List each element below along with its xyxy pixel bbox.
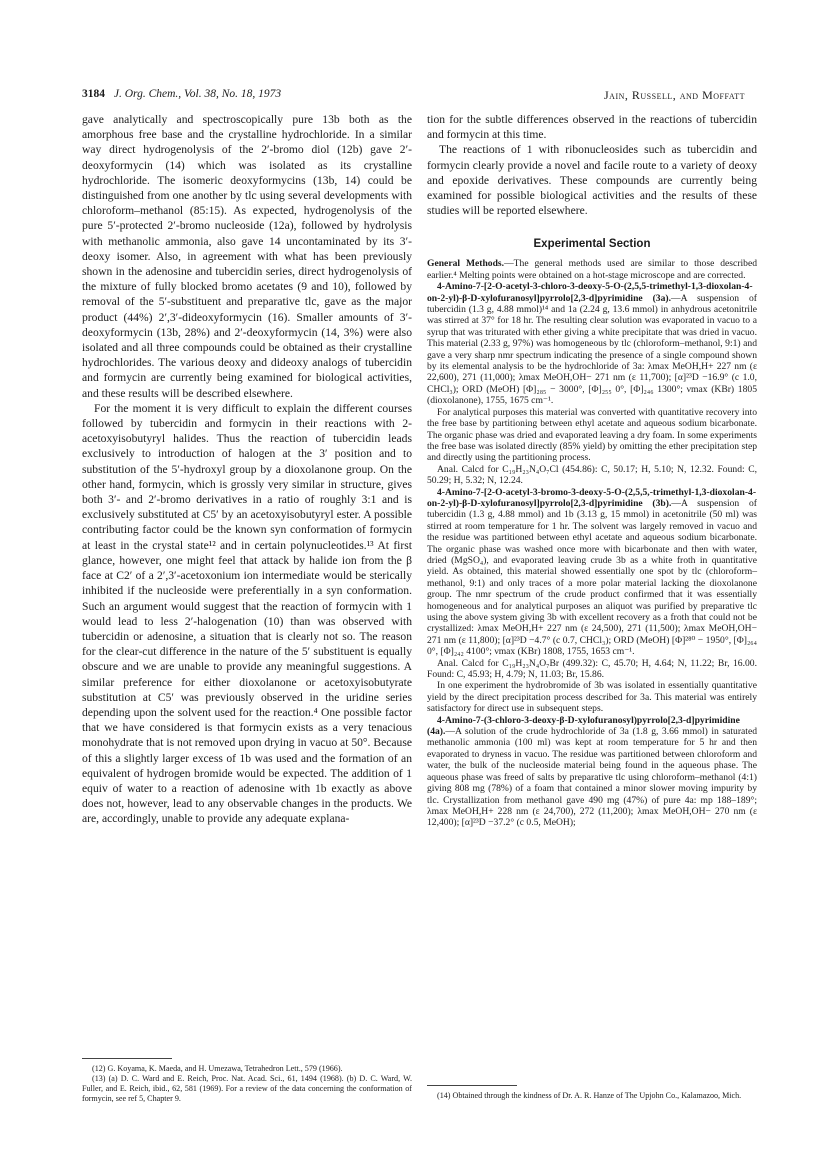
experimental-paragraph — [427, 407, 757, 464]
procedure-text: In one experiment the hydrobromide of 3b was isolated in essentially quantitative yield by the direct precipitation process described for 3a. This material was entirely satisfactory for direct use in subsequent steps. — [427, 680, 757, 715]
journal-citation: J. Org. Chem., Vol. 38, No. 18, 1973 — [113, 88, 282, 100]
procedure-heading: 4-Amino-7-[2-O-acetyl-3-bromo-3-deoxy-5-O-(2,5,5,-trimethyl-1,3-dioxolan-4-on-2-yl)-β-D-xylofuranosyl]pyrrolo[2,3-d]pyrimidine (3b). — [427, 486, 757, 509]
procedure-heading: 4-Amino-7-(3-chloro-3-deoxy-β-D-xylofuranosyl)pyrrolo[2,3-d]pyrimidine (4a). — [427, 714, 740, 738]
experimental-paragraph — [427, 281, 757, 406]
left-column — [82, 112, 412, 827]
procedure-text: Anal. Calcd for C₁₉H₂₃N₄O₇Cl (454.86): C, 50.17; H, 5.10; N, 12.32. Found: C, 50.29; H, 5.32; N, 12.24. — [427, 463, 757, 487]
body-paragraph: The reactions of 1 with ribonucleosides such as tubercidin and formycin clearly provide a novel and facile route to a variety of deoxy and epoxide derivatives. These compounds are currently being examined for possible biological activities and the results of these studies will be reported elsewhere. — [427, 143, 757, 218]
footnote: (14) Obtained through the kindness of Dr. A. R. Hanze of The Upjohn Co., Kalamazoo, Mich. — [437, 1091, 742, 1100]
page-number: 3184 — [82, 88, 105, 100]
footnote: (12) G. Koyama, K. Maeda, and H. Umezawa, Tetrahedron Lett., 579 (1966). — [92, 1064, 343, 1073]
body-paragraph: gave analytically and spectroscopically pure 13b both as the amorphous free base and the crystalline hydrochloride. In a similar way direct hydrogenolysis of the 2′-bromo diol (12b) gave 2′-deoxyformycin (14) which was isolated as its crystalline hydrochloride. The isomeric deoxyformycins (13b, 14) could be distinguished from one another by tlc using several developments with chloroform–methanol (85:15). As expected, hydrogenolysis of the pure 5′-protected 2′-bromo nucleoside (12a), followed by hydrolysis with methanolic ammonia, also gave 14 uncontaminated by its 3′-deoxy isomer. Also, in agreement with what has been previously shown in the adenosine and tubercidin series, direct hydrogenolysis of the mixture of fully blocked bromo acetates (9 and 10), followed by removal of the 5′-substituent and preparative tlc, gave as the major product (44%) 2′,3′-dideoxyformycin (16). Smaller amounts of 3′-deoxyformycin (13b, 28%) and 2′-deoxyformycin (14, 3%) were also isolated and all three compounds could be obtained as their crystalline hydrochlorides. The various deoxy and dideoxy analogs of tubercidin and formycin are currently being examined for biological activities, and these results will be described elsewhere. — [82, 113, 412, 400]
section-title: Experimental Section — [533, 238, 651, 251]
experimental-paragraph — [427, 715, 757, 829]
experimental-paragraph — [427, 680, 757, 714]
procedure-text: —The general methods used are similar to those described earlier.⁴ Melting points were obtained on a hot-stage microscope and are corrected. — [427, 258, 757, 281]
procedure-heading: 4-Amino-7-[2-O-acetyl-3-chloro-3-deoxy-5-O-(2,5,5-trimethyl-1,3-dioxolan-4-on-2-yl)-β-D-xylofuranosyl]pyrrolo[2,3-d]pyrimidine (3a). — [427, 281, 753, 304]
footnote-rule — [82, 1058, 172, 1059]
header-left — [82, 88, 281, 100]
procedure-text: Anal. Calcd for C₁₉H₂₃N₄O₇Br (499.32): C, 45.70; H, 4.64; N, 11.22; Br, 16.00. Found: C, 45.93; H, 4.79; N, 11.03; Br, 15.86. — [427, 657, 757, 681]
experimental-paragraph — [427, 464, 757, 487]
footnotes-left — [82, 1058, 412, 1104]
right-column — [427, 112, 757, 829]
procedure-heading: General Methods. — [427, 258, 505, 270]
experimental-paragraph — [427, 258, 757, 281]
experimental-paragraph — [427, 487, 757, 658]
procedure-text: —A solution of the crude hydrochloride of 3a (1.8 g, 3.66 mmol) in saturated methanolic ammonia (100 ml) was kept at room temperature for 5 hr and then evaporated to dryness in vacuo. The residue was partitioned between chloroform and water, the bulk of the nucleoside material being found in the aqueous phase. The aqueous phase was freed of salts by preparative tlc using chloroform–methanol (4:1) giving 808 mg (78%) of a foam that contained a minor slower moving impurity by tlc. Crystallization from methanol gave 490 mg (47%) of pure 4a: mp 188–189°; λmax MeOH,H+ 228 nm (ε 24,700), 272 (11,200); λmax MeOH,OH− 270 nm (ε 12,400); [α]²³D −37.2° (c 0.5, MeOH); — [427, 726, 757, 829]
authors-header: Jain, Russell, and Moffatt — [604, 88, 745, 102]
running-header — [82, 88, 745, 104]
footnotes-right — [427, 1085, 757, 1101]
body-paragraph: tion for the subtle differences observed in the reactions of tubercidin and formycin at this time. — [427, 113, 757, 142]
footnote: (13) (a) D. C. Ward and E. Reich, Proc. Nat. Acad. Sci., 61, 1494 (1968). (b) D. C. Ward, W. Fuller, and E. Reich, ibid., 62, 581 (1969). For a review of the data concerning the conformation of formycin, see ref 5, Chapter 9. — [82, 1074, 412, 1103]
experimental-paragraph — [427, 658, 757, 681]
body-paragraph: For the moment it is very difficult to explain the different courses followed by tubercidin and formycin in their reactions with 2-acetoxyisobutyryl halides. Thus the reaction of tubercidin leads exclusively to introduction of halogen at the 3′ position and to substitution of the 5′-hydroxyl group by a dioxolanone group. On the other hand, formycin, which is grossly very similar in structure, gives both 3′- and 2′-bromo derivatives in a ratio of roughly 3:1 and is exclusively substituted at C5′ by an acetoxyisobutyryl ester. A possible contributing factor could be the known syn conformation of formycin at least in the crystal state¹² and in certain polynucleotides.¹³ At first glance, however, one might feel that attack by halide ion from the β face at C2′ of a 2′,3′-acetoxonium ion intermediate would be sterically inhibited if the nucleoside were preferentially in a syn conformation. Such an argument would suggest that the reaction of formycin with 1 would lead to less 2′-halogenation (10) than was observed with tubercidin or adenosine, a situation that is clearly not so. The reason for the clear-cut difference in the nature of the 5′ substituent is equally obscure and we are unable to provide any meaningful suggestions. A similar preference for either dioxolanone or acetoxyisobutyrate substitution at C5′ was previously observed in the uridine series depending upon the solvent used for the reaction.⁴ One possible factor that we have considered is that formycin exists as a very tenacious monohydrate that is not removed upon drying in vacuo at 50°. Because of this a slightly larger excess of 1b was used and the formation of an equivalent of hydrogen bromide would be expected. The addition of 1 equiv of water to a reaction of adenosine with 1b exactly as above does not, however, lead to any observable changes in the products. We are, accordingly, unable to provide any adequate explana- — [82, 401, 412, 826]
procedure-text: —A suspension of tubercidin (1.3 g, 4.88 mmol)¹⁴ and 1a (2.24 g, 13.6 mmol) in anhydrous acetonitrile was stirred at 37° for 18 hr. The resulting clear solution was evaporated in vacuo to a syrup that was triturated with ether giving a white precipitate that was dried in vacuo. This material (2.33 g, 97%) was homogeneous by tlc (chloroform–methanol, 9:1) and gave a very sharp nmr spectrum indicating the presence of a single compound shown by its elemental analysis to be the hydrochloride of 3a: λmax MeOH,H+ 227 nm (ε 22,600), 271 (11,000); λmax MeOH,OH− 271 nm (ε 11,700); [α]²³D −16.9° (c 1.0, CHCl₃); ORD (MeOH) [Φ]₂₈₅ − 3000°, [Φ]₂₅₅ 0°, [Φ]₂₄₆ 1300°; νmax (KBr) 1805 (dioxolanone), 1755, 1675 cm⁻¹. — [427, 292, 757, 407]
footnote-rule — [427, 1085, 517, 1086]
experimental-section — [427, 258, 757, 828]
procedure-text: —A suspension of tubercidin (1.3 g, 4.88 mmol) and 1b (3.13 g, 15 mmol) in acetonitrile (50 ml) was stirred at room temperature for 1 hr. The solvent was largely removed in vacuo and the residue was partitioned between ethyl acetate and aqueous sodium bicarbonate. The organic phase was washed once more with bicarbonate and then with water, dried (MgSO₄), and evaporated leaving crude 3b as a white froth in quantitative yield. As obtained, this material showed essentially one spot by tlc (chloroform–methanol, 9:1) and only traces of a more polar material lacking the dioxolanone group. The nmr spectrum of the crude product confirmed that it was essentially homogeneous and for analytical purposes an aliquot was purified by preparative tlc using the above system giving 3b with excellent recovery as a froth that could not be crystallized: λmax MeOH,H+ 227 nm (ε 24,500), 271 (11,500); λmax MeOH,OH− 271 nm (ε 11,800); [α]²³D −4.7° (c 0.7, CHCl₃); ORD (MeOH) [Φ]²⁸⁰ − 1950°, [Φ]₂₆₄ 0°, [Φ]₂₄₂ 4100°; νmax (KBr) 1808, 1755, 1653 cm⁻¹. — [427, 497, 757, 658]
procedure-text: For analytical purposes this material was converted with quantitative recovery into the free base by partitioning between ethyl acetate and aqueous sodium bicarbonate. The organic phase was dried and evaporated leaving a dry foam. In some experiments the free base was isolated directly (85% yield) by omitting the ether precipitation step and directly using the partitioning process. — [427, 406, 757, 464]
